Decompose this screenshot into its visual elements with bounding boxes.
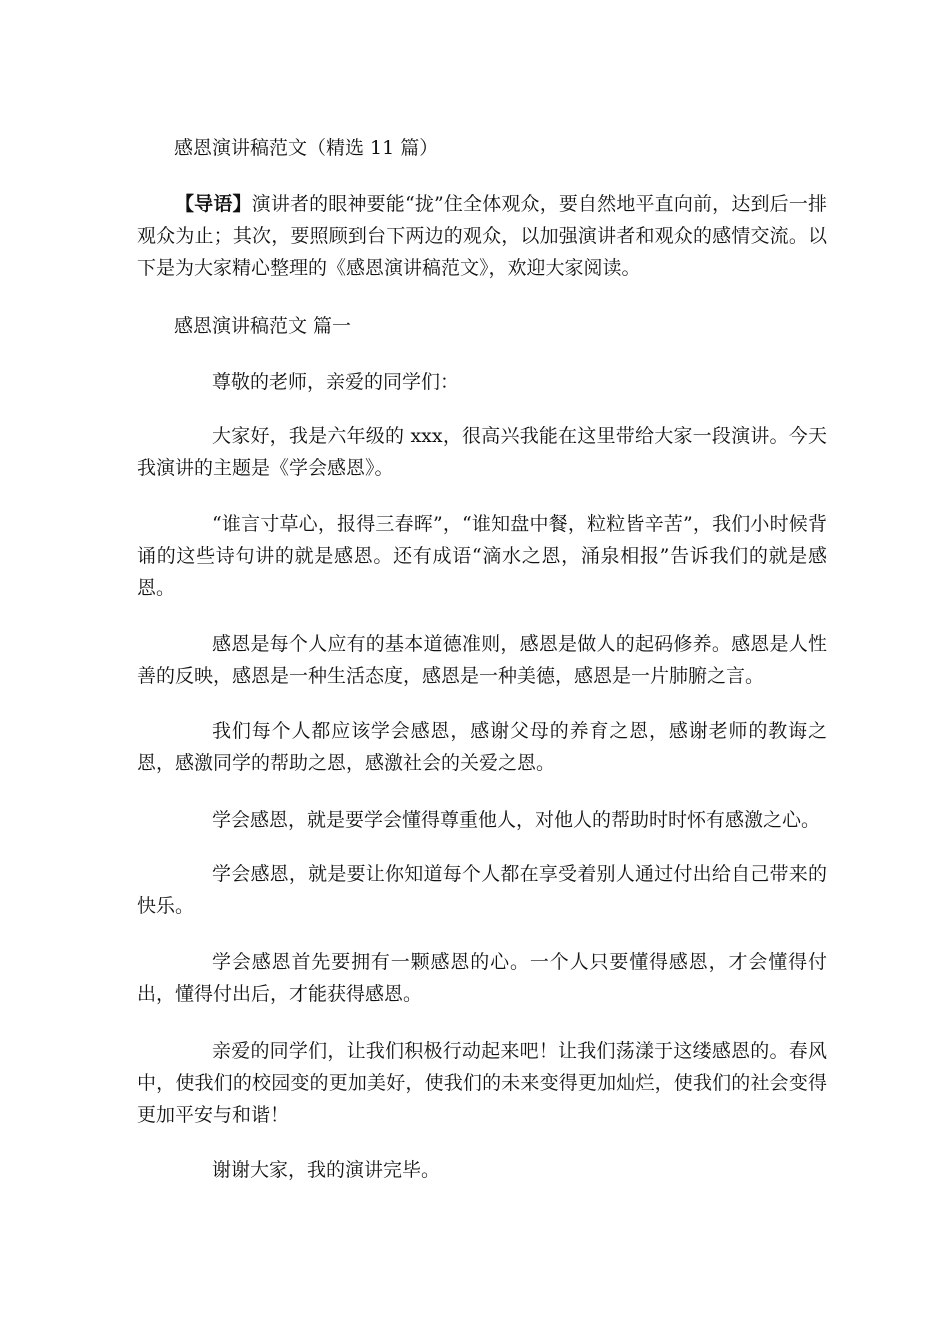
salutation-paragraph: 尊敬的老师，亲爱的同学们： [212, 371, 460, 393]
intro-tag: 【导语】 [175, 193, 252, 215]
body-paragraph: “谁言寸草心，报得三春晖”，“谁知盘中餐，粒粒皆辛苦”，我们小时候背诵的这些诗句讲的就是感恩。还有成语“滴水之恩，涌泉相报”告诉我们的就是感恩。 [137, 513, 827, 599]
intro-paragraph [137, 188, 827, 284]
body-paragraph: 学会感恩，就是要学会懂得尊重他人，对他人的帮助时时怀有感激之心。 [212, 809, 821, 831]
intro-text: 演讲者的眼神要能“拢”住全体观众，要自然地平直向前，达到后一排观众为止；其次，要照顾到台下两边的观众，以加强演讲者和观众的感情交流。以下是为大家精心整理的《感恩演讲稿范文》，欢迎大家阅读。 [137, 193, 827, 279]
body-paragraph: 感恩是每个人应有的基本道德准则，感恩是做人的起码修养。感恩是人性善的反映，感恩是一种生活态度，感恩是一种美德，感恩是一片肺腑之言。 [137, 633, 827, 687]
body-paragraph: 我们每个人都应该学会感恩，感谢父母的养育之恩，感谢老师的教诲之恩，感激同学的帮助之恩，感激社会的关爱之恩。 [137, 720, 827, 774]
section-title: 感恩演讲稿范文 篇一 [174, 315, 352, 337]
closing-paragraph: 谢谢大家，我的演讲完毕。 [212, 1159, 441, 1181]
body-paragraph: 学会感恩，就是要让你知道每个人都在享受着别人通过付出给自己带来的快乐。 [137, 863, 827, 917]
document-title: 感恩演讲稿范文（精选 11 篇） [174, 137, 439, 159]
body-paragraph: 学会感恩首先要拥有一颗感恩的心。一个人只要懂得感恩，才会懂得付出，懂得付出后，才能获得感恩。 [137, 951, 827, 1005]
body-paragraph: 大家好，我是六年级的 xxx，很高兴我能在这里带给大家一段演讲。今天我演讲的主题是《学会感恩》。 [137, 425, 827, 479]
body-paragraph: 亲爱的同学们，让我们积极行动起来吧！让我们荡漾于这缕感恩的。春风中，使我们的校园变的更加美好，使我们的未来变得更加灿烂，使我们的社会变得更加平安与和谐！ [137, 1040, 827, 1126]
